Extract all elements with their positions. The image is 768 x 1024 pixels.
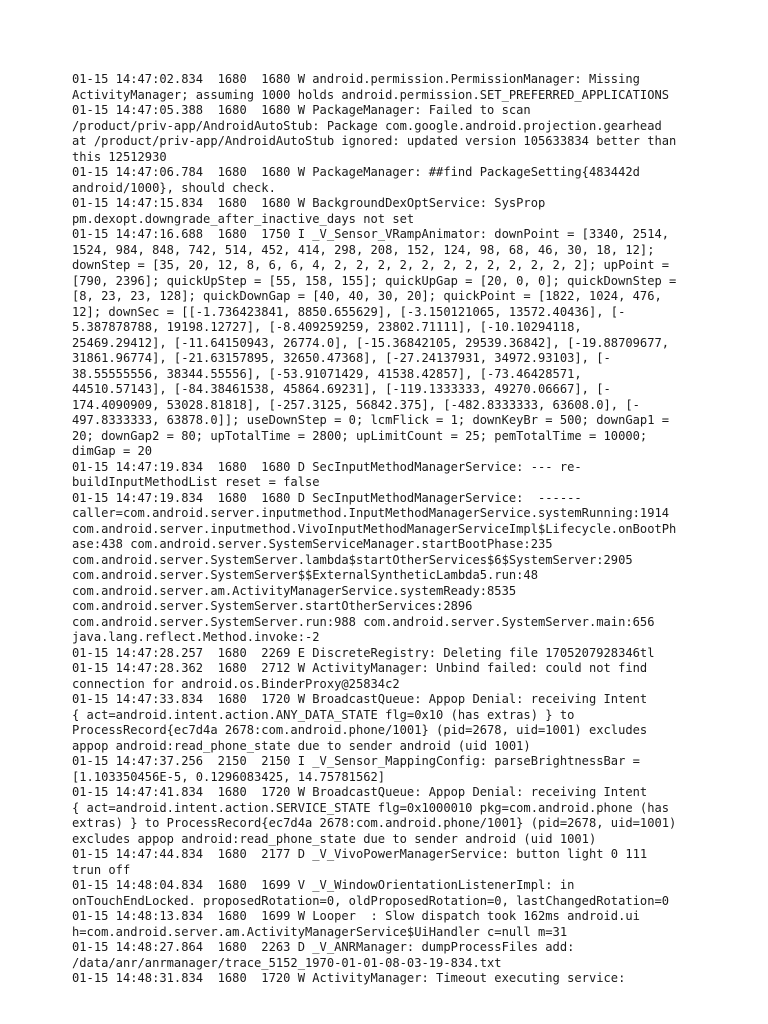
log-line: com.android.server.SystemServer.lambda$startOtherServices$6$SystemServer:2905 bbox=[72, 552, 633, 567]
log-line: 01-15 14:48:31.834 1680 1720 W ActivityManager: Timeout executing service: bbox=[72, 971, 626, 985]
log-line: /data/anr/anrmanager/trace_5152_1970-01-01-08-03-19-834.txt bbox=[72, 955, 502, 970]
log-line: h=com.android.server.am.ActivityManagerService$UiHandler c=null m=31 bbox=[72, 924, 568, 939]
log-line: ActivityManager; assuming 1000 holds android.permission.SET_PREFERRED_APPLICATIONS bbox=[72, 87, 670, 102]
log-line: 20; downGap2 = 80; upTotalTime = 2800; upLimitCount = 25; pemTotalTime = 10000; bbox=[72, 428, 648, 443]
log-line: 12]; downSec = [[-1.736423841, 8850.655629], [-3.150121065, 13572.40436], [- bbox=[72, 304, 626, 319]
log-line: onTouchEndLocked. proposedRotation=0, oldProposedRotation=0, lastChangedRotation=0 bbox=[72, 893, 670, 908]
log-line: /product/priv-app/AndroidAutoStub: Package com.google.android.projection.gearhead bbox=[72, 118, 662, 133]
log-line: 01-15 14:47:28.362 1680 2712 W ActivityManager: Unbind failed: could not find bbox=[72, 661, 648, 675]
log-line: 01-15 14:47:06.784 1680 1680 W PackageManager: ##find PackageSetting{483442d bbox=[72, 165, 640, 179]
log-line: ase:438 com.android.server.SystemServiceManager.startBootPhase:235 bbox=[72, 537, 553, 551]
log-line: excludes appop android:read_phone_state due to sender android (uid 1001) bbox=[72, 831, 597, 846]
log-line: 5.387878788, 19198.12727], [-8.409259259, 23802.71111], [-10.10294118, bbox=[72, 320, 582, 334]
log-line: 38.55555556, 38344.55556], [-53.91071429, 41538.42857], [-73.46428571, bbox=[72, 366, 582, 381]
log-line: 01-15 14:48:13.834 1680 1699 W Looper : Slow dispatch took 162ms android.ui bbox=[72, 909, 640, 923]
log-line: 25469.29412], [-11.64150943, 26774.0], [-15.36842105, 29539.36842], [-19.88709677, bbox=[72, 335, 670, 350]
log-line: 01-15 14:47:05.388 1680 1680 W PackageManager: Failed to scan bbox=[72, 103, 531, 117]
log-line: { act=android.intent.action.SERVICE_STATE flg=0x1000010 pkg=com.android.phone (has bbox=[72, 800, 670, 815]
log-line: 01-15 14:48:04.834 1680 1699 V _V_WindowOrientationListenerImpl: in bbox=[72, 878, 575, 892]
log-line: com.android.server.SystemServer$$ExternalSyntheticLambda5.run:48 bbox=[72, 568, 538, 582]
log-line: java.lang.reflect.Method.invoke:-2 bbox=[72, 630, 320, 644]
log-line: 01-15 14:47:19.834 1680 1680 D SecInputMethodManagerService: ------ bbox=[72, 490, 582, 505]
log-line: pm.dexopt.downgrade_after_inactive_days not set bbox=[72, 211, 415, 226]
log-line: 01-15 14:47:37.256 2150 2150 I _V_Sensor_MappingConfig: parseBrightnessBar = bbox=[72, 754, 640, 768]
log-line: com.android.server.SystemServer.run:988 com.android.server.SystemServer.main:656 bbox=[72, 614, 655, 629]
log-line: 01-15 14:47:16.688 1680 1750 I _V_Sensor_VRampAnimator: downPoint = [3340, 2514, bbox=[72, 227, 670, 241]
log-line: 1524, 984, 848, 742, 514, 452, 414, 298, 208, 152, 124, 98, 68, 46, 30, 18, 12]; bbox=[72, 242, 655, 257]
log-line: 174.4090909, 53028.81818], [-257.3125, 56842.375], [-482.8333333, 63608.0], [- bbox=[72, 397, 640, 412]
log-line: com.android.server.SystemServer.startOtherServices:2896 bbox=[72, 599, 473, 613]
log-line: 01-15 14:47:28.257 1680 2269 E DiscreteRegistry: Deleting file 1705207928346tl bbox=[72, 645, 655, 660]
log-line: { act=android.intent.action.ANY_DATA_STATE flg=0x10 (has extras) } to bbox=[72, 707, 575, 722]
log-line: ProcessRecord{ec7d4a 2678:com.android.phone/1001} (pid=2678, uid=1001) excludes bbox=[72, 723, 648, 737]
log-line: caller=com.android.server.inputmethod.InputMethodManagerService.systemRunning:1914 bbox=[72, 506, 670, 520]
log-line: downStep = [35, 20, 12, 8, 6, 6, 4, 2, 2, 2, 2, 2, 2, 2, 2, 2, 2, 2, 2]; upPoint = bbox=[72, 258, 670, 272]
log-line: 497.8333333, 63878.0]]; useDownStep = 0; lcmFlick = 1; downKeyBr = 500; downGap1 = bbox=[72, 413, 670, 427]
log-line: [790, 2396]; quickUpStep = [55, 158, 155]; quickUpGap = [20, 0, 0]; quickDownStep = bbox=[72, 273, 677, 288]
log-line: 01-15 14:47:44.834 1680 2177 D _V_VivoPowerManagerService: button light 0 111 bbox=[72, 847, 648, 861]
log-line: [1.103350456E-5, 0.1296083425, 14.75781562] bbox=[72, 769, 386, 784]
log-line: android/1000}, should check. bbox=[72, 180, 276, 195]
log-line: buildInputMethodList reset = false bbox=[72, 475, 320, 489]
log-line: 44510.57143], [-84.38461538, 45864.69231], [-119.1333333, 49270.06667], [- bbox=[72, 382, 611, 396]
log-line: com.android.server.am.ActivityManagerService.systemReady:8535 bbox=[72, 583, 517, 598]
log-text-block bbox=[72, 72, 702, 987]
log-line: 01-15 14:47:19.834 1680 1680 D SecInputMethodManagerService: --- re- bbox=[72, 459, 582, 474]
log-line: [8, 23, 23, 128]; quickDownGap = [40, 40, 30, 20]; quickPoint = [1822, 1024, 476, bbox=[72, 289, 662, 303]
log-line: connection for android.os.BinderProxy@25834c2 bbox=[72, 676, 400, 691]
log-line: appop android:read_phone_state due to sender android (uid 1001) bbox=[72, 738, 531, 753]
log-line: extras) } to ProcessRecord{ec7d4a 2678:com.android.phone/1001} (pid=2678, uid=1001) bbox=[72, 816, 677, 830]
log-line: 01-15 14:47:15.834 1680 1680 W BackgroundDexOptService: SysProp bbox=[72, 196, 546, 210]
log-line: 01-15 14:47:02.834 1680 1680 W android.permission.PermissionManager: Missing bbox=[72, 72, 640, 86]
log-line: 01-15 14:47:41.834 1680 1720 W BroadcastQueue: Appop Denial: receiving Intent bbox=[72, 785, 648, 799]
log-line: dimGap = 20 bbox=[72, 444, 153, 458]
log-line: 01-15 14:47:33.834 1680 1720 W BroadcastQueue: Appop Denial: receiving Intent bbox=[72, 692, 648, 706]
log-line: at /product/priv-app/AndroidAutoStub ignored: updated version 105633834 better than bbox=[72, 134, 677, 148]
log-line: trun off bbox=[72, 862, 131, 877]
log-line: 31861.96774], [-21.63157895, 32650.47368], [-27.24137931, 34972.93103], [- bbox=[72, 351, 611, 365]
log-line: com.android.server.inputmethod.VivoInputMethodManagerServiceImpl$Lifecycle.onBootPh bbox=[72, 521, 677, 536]
log-line: this 12512930 bbox=[72, 149, 167, 164]
log-line: 01-15 14:48:27.864 1680 2263 D _V_ANRManager: dumpProcessFiles add: bbox=[72, 940, 575, 954]
